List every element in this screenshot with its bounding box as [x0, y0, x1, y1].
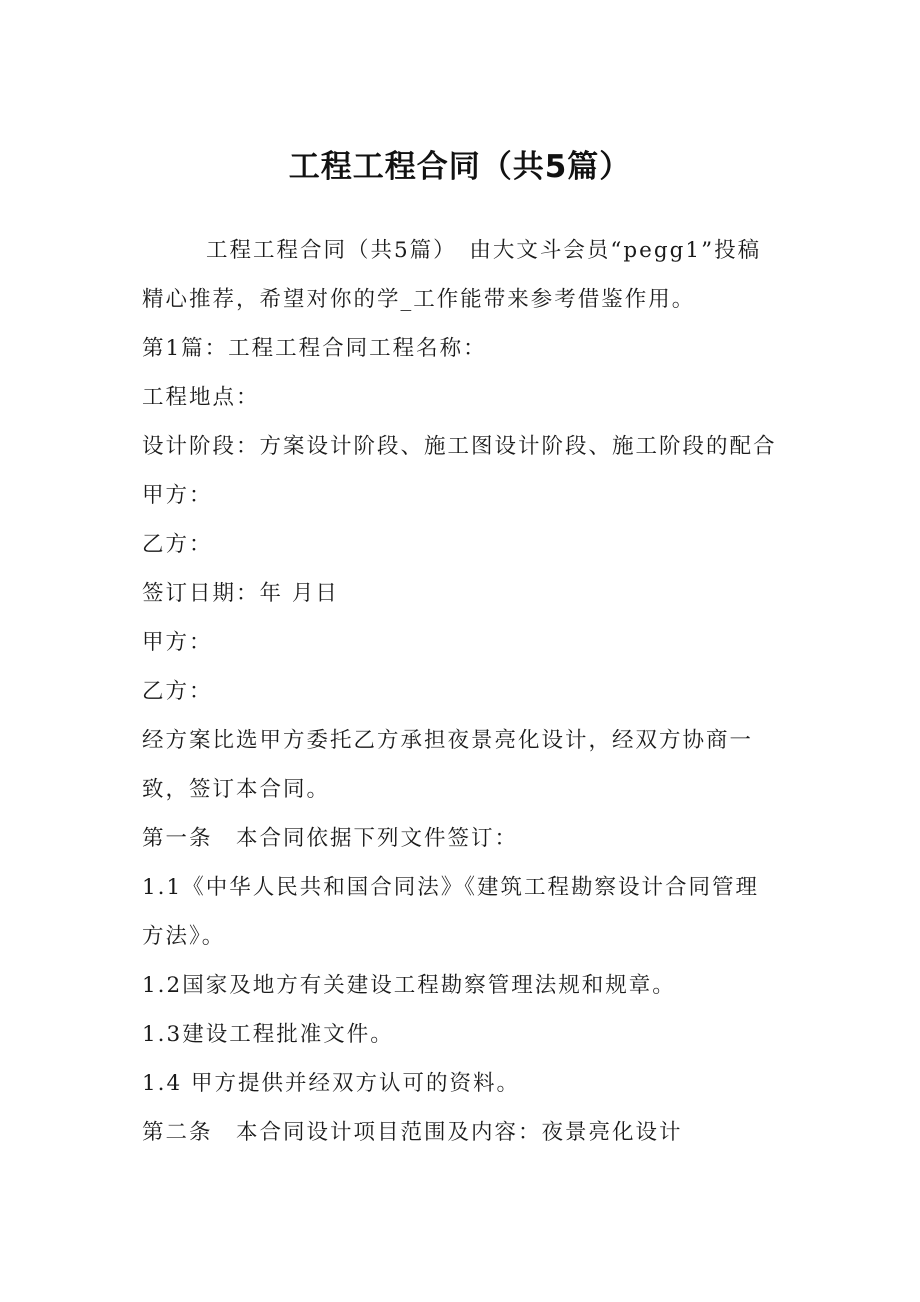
article-1-heading: 第一条 本合同依据下列文件签订：	[142, 826, 519, 851]
document-title: 工程工程合同（共5篇）	[288, 149, 632, 185]
clause-1-2: 1.2国家及地方有关建设工程勘察管理法规和规章。	[142, 973, 676, 998]
field-party-b: 乙方：	[142, 532, 213, 557]
field-party-a: 甲方：	[142, 483, 213, 508]
clause-1-4: 1.4 甲方提供并经双方认可的资料。	[142, 1071, 521, 1096]
field-signing-date: 签订日期：年 月日	[142, 581, 339, 606]
agreement-paragraph: 经方案比选甲方委托乙方承担夜景亮化设计，经双方协商一致，签订本合同。	[142, 728, 754, 802]
intro-paragraph: 工程工程合同（共5篇） 由大文斗会员“pegg1”投稿精心推荐，希望对你的学_工作能带来参考借鉴作用。	[142, 238, 762, 312]
field-party-a-signature: 甲方：	[142, 630, 213, 655]
article-2-heading: 第二条 本合同设计项目范围及内容：夜景亮化设计	[142, 1120, 683, 1145]
field-party-b-signature: 乙方：	[142, 679, 213, 704]
field-project-location: 工程地点：	[142, 385, 260, 410]
field-design-stage: 设计阶段：方案设计阶段、施工图设计阶段、施工阶段的配合	[142, 434, 777, 459]
clause-1-3: 1.3建设工程批准文件。	[142, 1022, 394, 1047]
document-body	[142, 226, 782, 1157]
chapter-heading: 第1篇：工程工程合同工程名称：	[142, 336, 487, 361]
clause-1-1: 1.1《中华人民共和国合同法》《建筑工程勘察设计合同管理方法》。	[142, 875, 759, 949]
